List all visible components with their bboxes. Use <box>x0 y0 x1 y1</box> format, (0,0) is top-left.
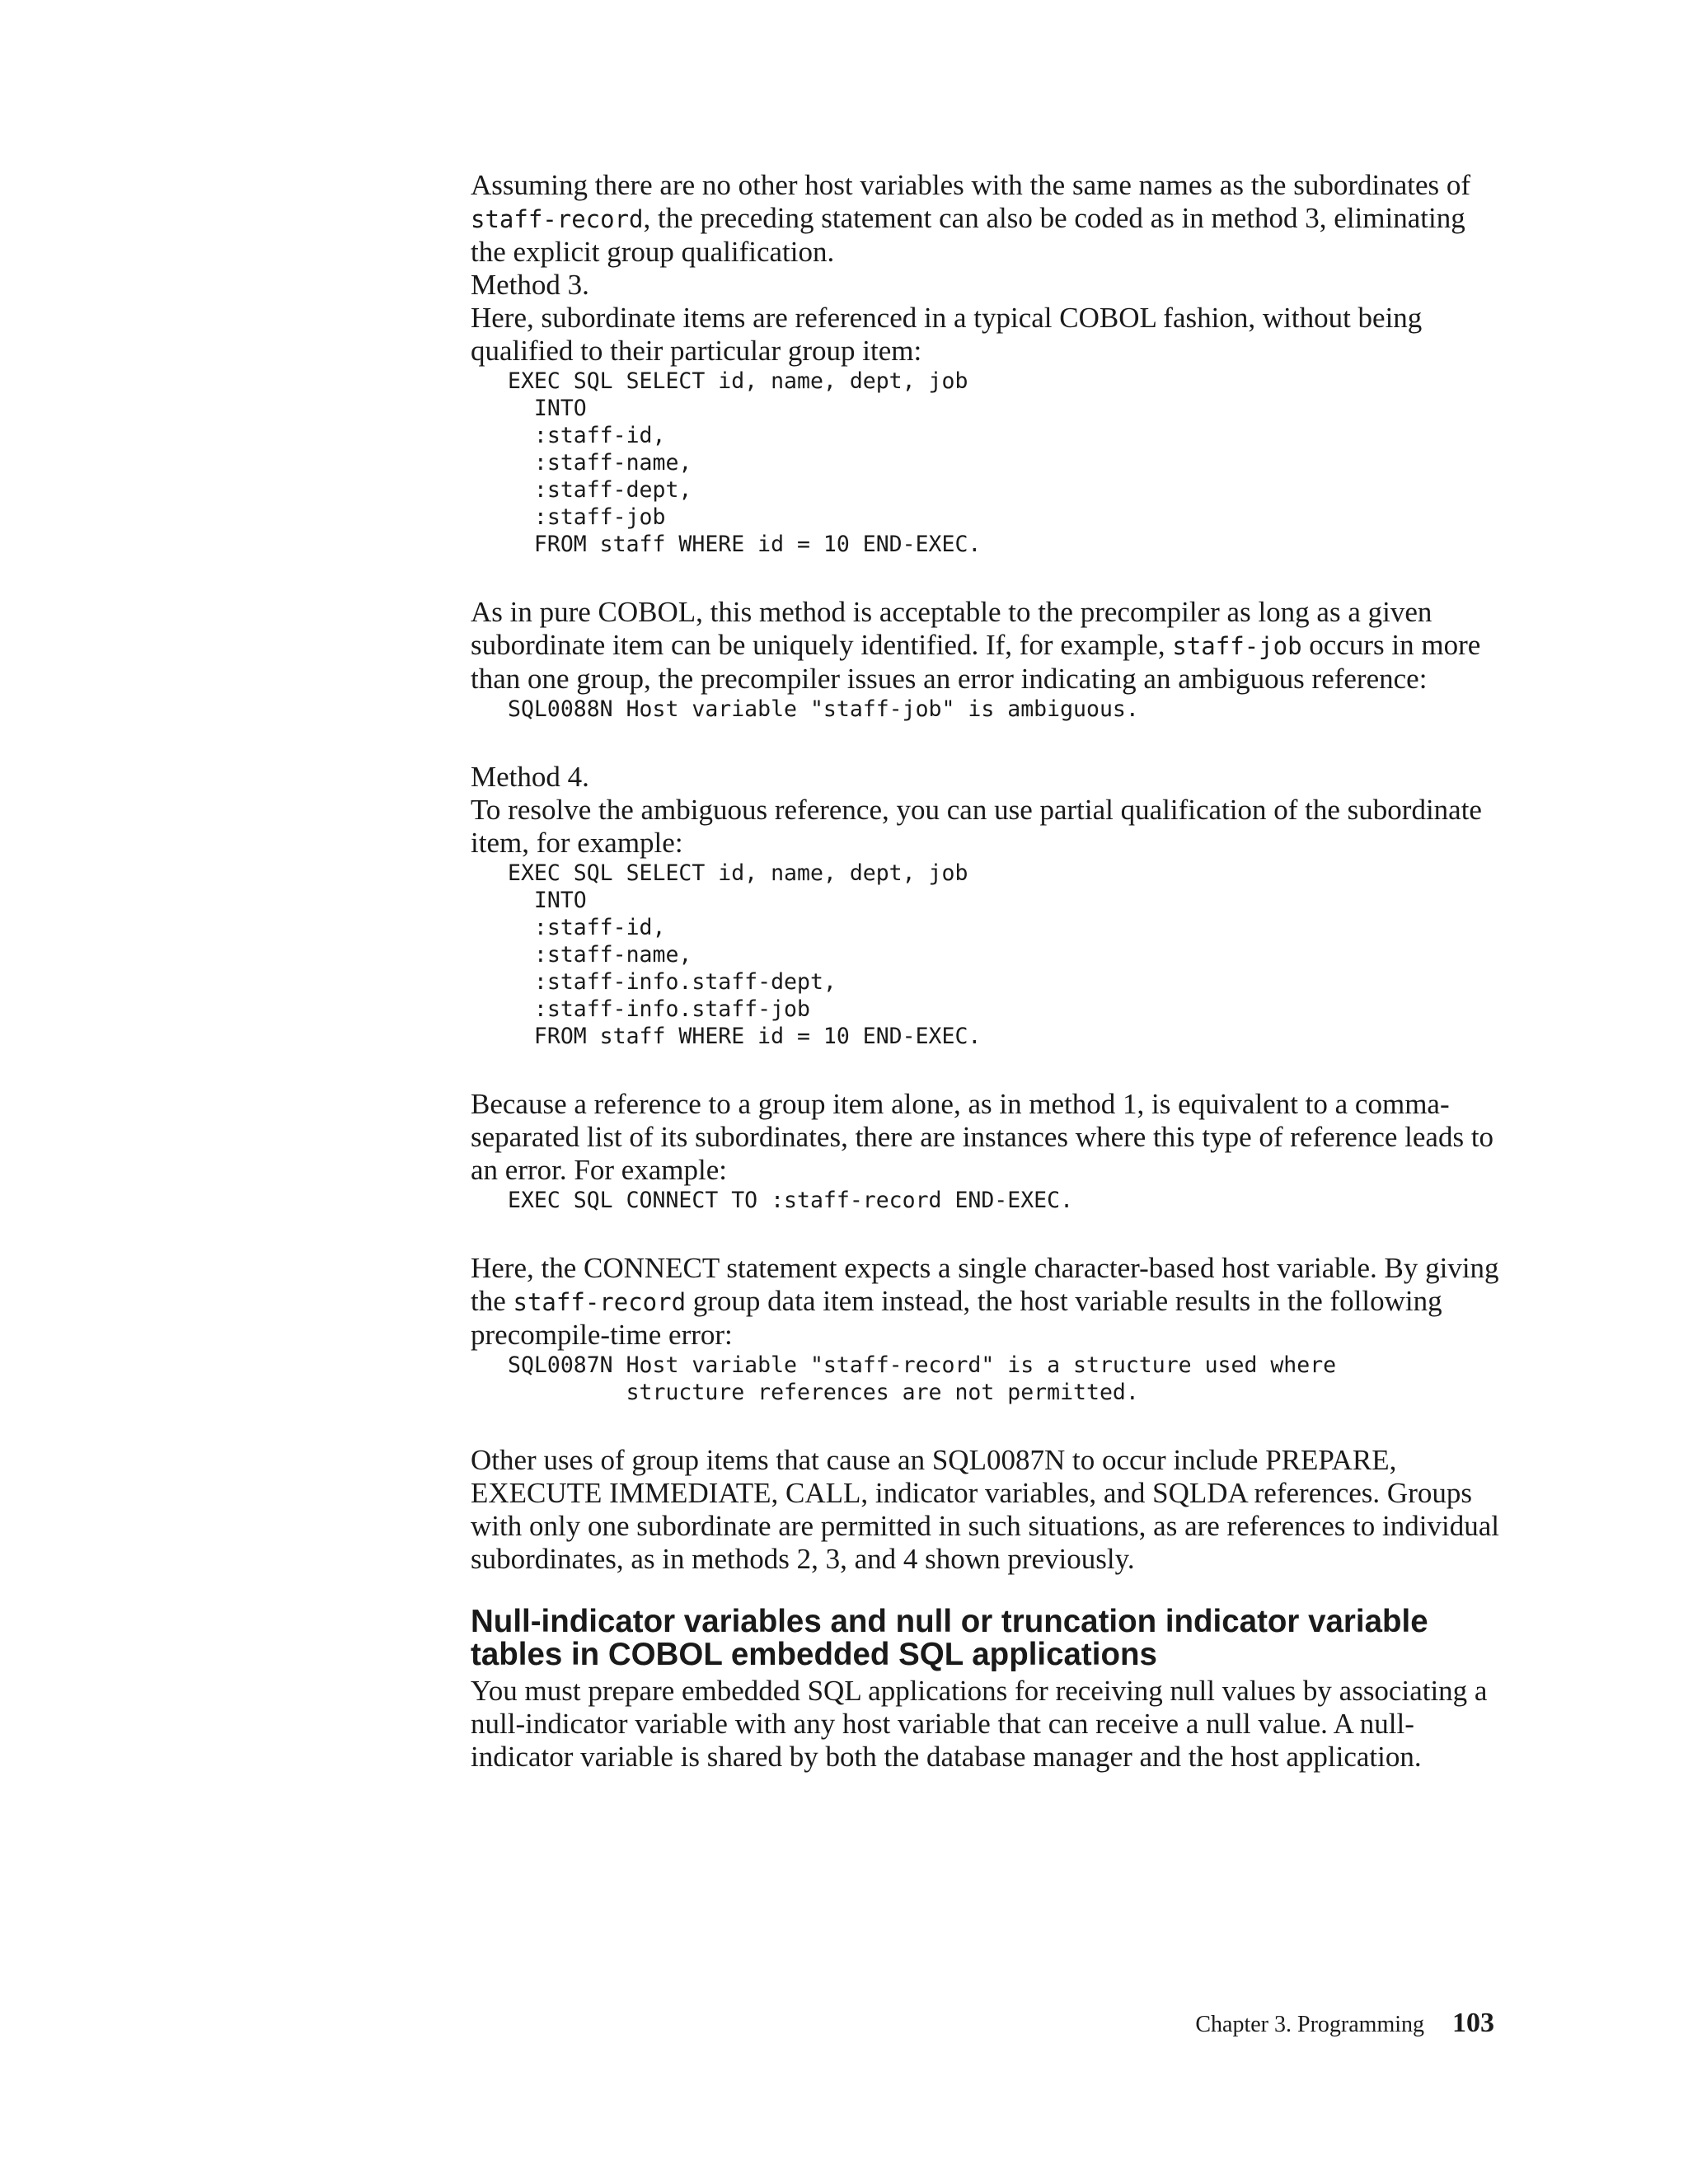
method-4-label: Method 4. <box>471 761 589 793</box>
paragraph-method-3: Here, subordinate items are referenced in a typical COBOL fashion, without being qualified to their particular group item: <box>471 302 1423 367</box>
text-run: occurs in more than one group, the precompiler issues an error indicating an ambiguous reference: <box>471 629 1481 695</box>
page-footer <box>1195 2008 1494 2039</box>
code-block-error-0088n: SQL0088N Host variable "staff-job" is ambiguous. <box>508 696 1139 722</box>
page-number: 103 <box>1452 2008 1494 2038</box>
paragraph-intro <box>471 169 1501 269</box>
paragraph-group-reference: Because a reference to a group item alone, as in method 1, is equivalent to a comma-separated list of its subordinates, there are instances where this type of reference leads to an error. For example: <box>471 1088 1494 1186</box>
inline-code-staff-record: staff-record <box>471 205 644 233</box>
text-run: Assuming there are no other host variables with the same names as the subordinates of <box>471 169 1471 201</box>
paragraph-null-indicator: You must prepare embedded SQL applications for receiving null values by associating a null-indicator variable with any host variable that can receive a null value. A null-indicator variable is shared by both the database manager and the host application. <box>471 1675 1488 1773</box>
code-block-method-3: EXEC SQL SELECT id, name, dept, job INTO :staff-id, :staff-name, :staff-dept, :staff-job FROM staff WHERE id = 10 END-EXEC. <box>508 368 982 557</box>
code-block-connect: EXEC SQL CONNECT TO :staff-record END-EXEC. <box>508 1188 1074 1213</box>
page-body <box>471 169 1501 1774</box>
paragraph-connect <box>471 1252 1501 1352</box>
inline-code-staff-job: staff-job <box>1172 632 1302 660</box>
paragraph-ambiguous <box>471 596 1501 696</box>
footer-chapter: Chapter 3. Programming <box>1195 2012 1424 2037</box>
paragraph-other-uses: Other uses of group items that cause an SQL0087N to occur include PREPARE, EXECUTE IMMEDIATE, CALL, indicator variables, and SQLDA references. Groups with only one subordinate are permitted in such situations, as are references to individual subordinates, as in methods 2, 3, and 4 shown previously. <box>471 1444 1499 1575</box>
inline-code-staff-record: staff-record <box>513 1288 687 1316</box>
text-run: group data item instead, the host variable results in the following precompile-time error: <box>471 1285 1442 1351</box>
text-run: As in pure COBOL, this method is acceptable to the precompiler as long as a given subordinate item can be uniquely identified. If, for example, <box>471 596 1432 661</box>
paragraph-method-4: To resolve the ambiguous reference, you can use partial qualification of the subordinate item, for example: <box>471 794 1482 859</box>
code-block-method-4: EXEC SQL SELECT id, name, dept, job INTO :staff-id, :staff-name, :staff-info.staff-dept, :staff-info.staff-job FROM staff WHERE id = 10 END-EXEC. <box>508 860 982 1049</box>
section-heading: Null-indicator variables and null or truncation indicator variable tables in COBOL embedded SQL applications <box>471 1604 1428 1672</box>
code-block-error-0087n: SQL0087N Host variable "staff-record" is a structure used where structure references are not permitted. <box>508 1352 1337 1405</box>
method-3-label: Method 3. <box>471 269 589 301</box>
text-run: , the preceding statement can also be coded as in method 3, eliminating the explicit group qualification. <box>471 202 1465 268</box>
text-run: Here, the CONNECT statement expects a single character-based host variable. By giving the <box>471 1252 1499 1317</box>
